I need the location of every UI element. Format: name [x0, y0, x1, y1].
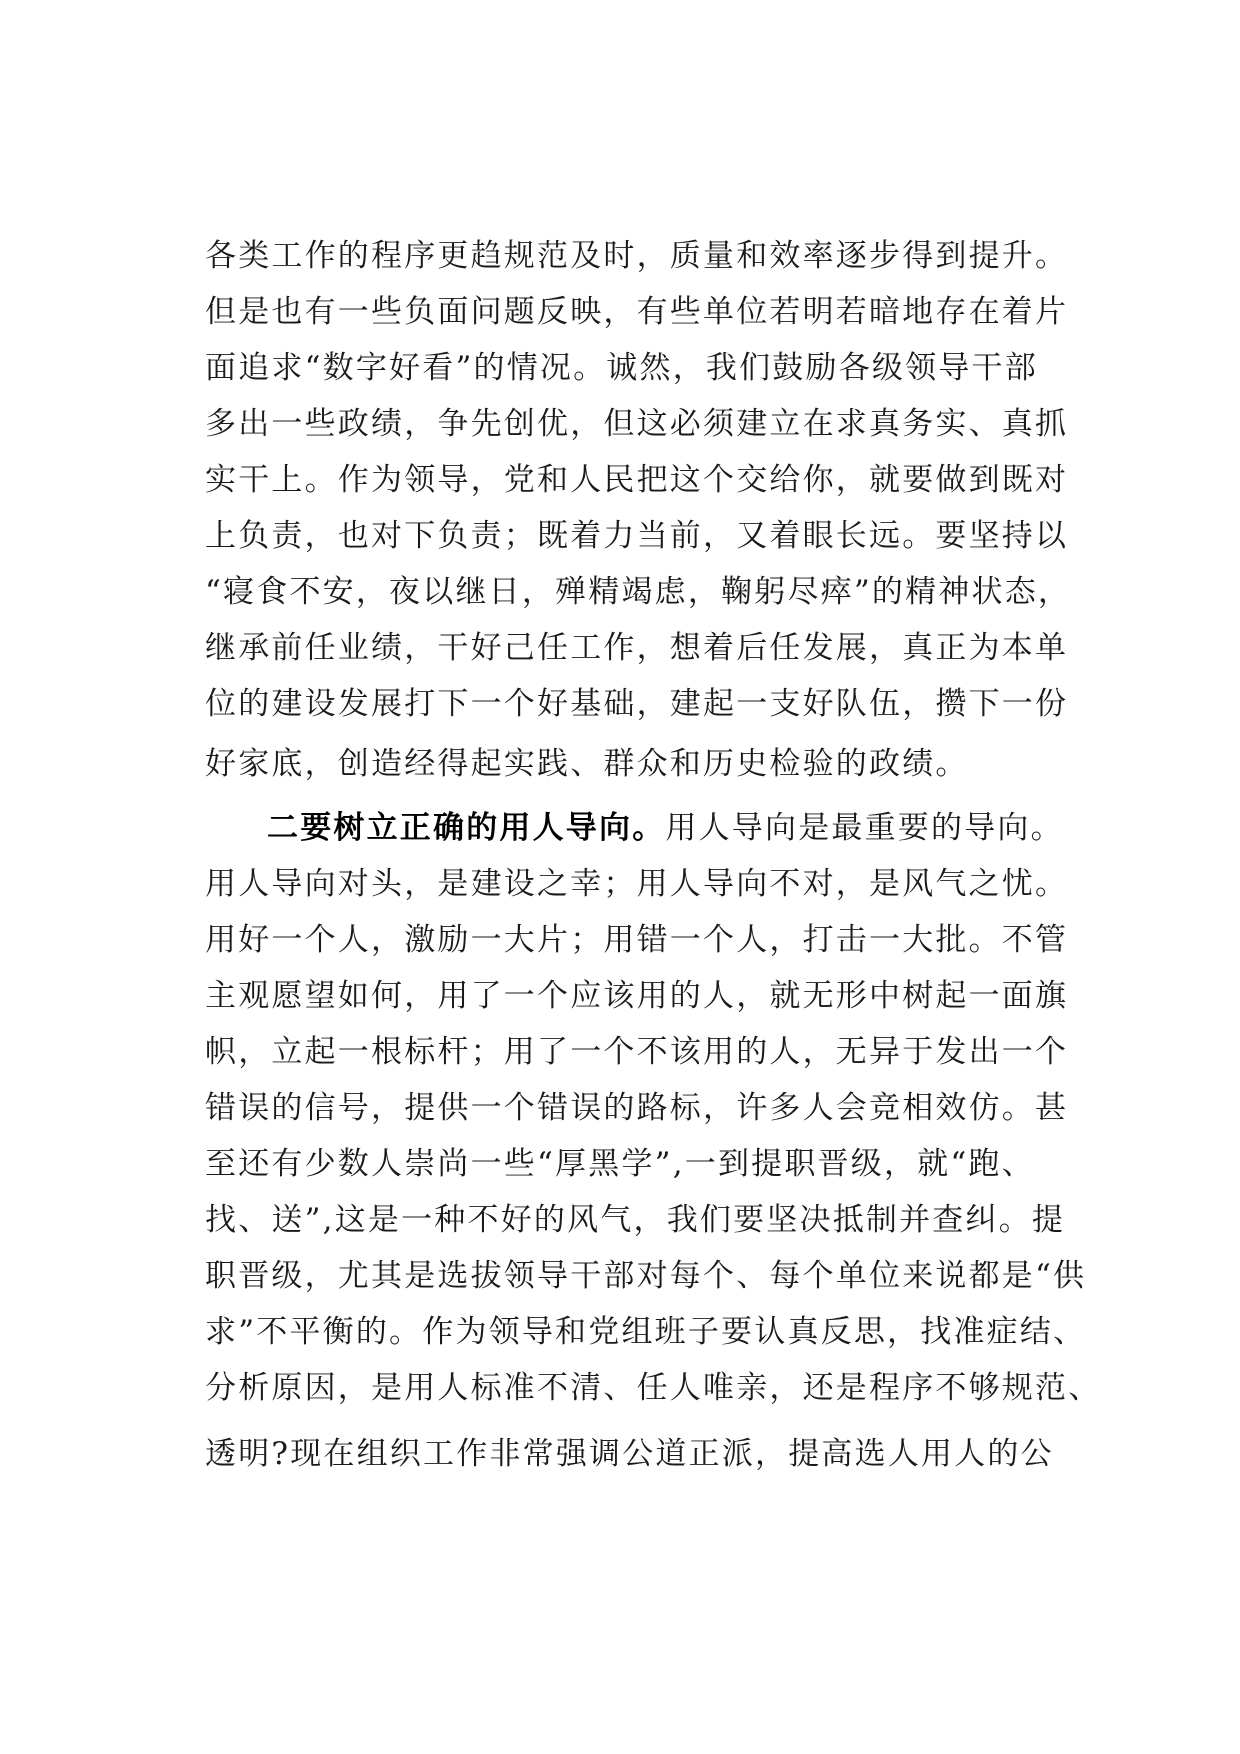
text-line: 分析原因，是用人标准不清、任人唯亲，还是程序不够规范、 [205, 1370, 1102, 1406]
paragraph-2-first-line [205, 800, 1065, 856]
text-line: 上负责，也对下负责；既着力当前，又着眼长远。要坚持以 [205, 518, 1069, 554]
paragraph-2 [205, 800, 1102, 1482]
text-line: 找、送”,这是一种不好的风气，我们要坚决抵制并查纠。提 [205, 1202, 1066, 1238]
text-line: 帜，立起一根标杆；用了一个不该用的人，无异于发出一个 [205, 1034, 1069, 1070]
text-line: 用好一个人，激励一大片；用错一个人，打击一大批。不管 [205, 922, 1069, 958]
text-line: “寝食不安，夜以继日，殚精竭虑，鞠躬尽瘁”的精神状态， [205, 574, 1072, 610]
text-line: 主观愿望如何，用了一个应该用的人，就无形中树起一面旗 [205, 978, 1069, 1014]
text-line: 面追求“数字好看”的情况。诚然，我们鼓励各级领导干部 [205, 350, 1038, 386]
text-line: 至还有少数人崇尚一些“厚黑学”,一到提职晋级，就“跑、 [205, 1146, 1035, 1182]
section-heading: 二要树立正确的用人导向。 [267, 810, 666, 846]
text-line: 各类工作的程序更趋规范及时，质量和效率逐步得到提升。 [205, 238, 1069, 274]
text-line: 用人导向对头，是建设之幸；用人导向不对，是风气之忧。 [205, 866, 1069, 902]
text-line: 实干上。作为领导，党和人民把这个交给你，就要做到既对 [205, 462, 1069, 498]
text-line: 多出一些政绩，争先创优，但这必须建立在求真务实、真抓 [205, 406, 1069, 442]
text-line: 错误的信号，提供一个错误的路标，许多人会竞相效仿。甚 [205, 1090, 1069, 1126]
text-line: 位的建设发展打下一个好基础，建起一支好队伍，攒下一份 [205, 686, 1069, 722]
text-line-rest: 用人导向是最重要的导向。 [665, 810, 1064, 846]
text-line: 继承前任业绩，干好己任工作，想着后任发展，真正为本单 [205, 630, 1069, 666]
text-line: 但是也有一些负面问题反映，有些单位若明若暗地存在着片 [205, 294, 1069, 330]
text-line: 求”不平衡的。作为领导和党组班子要认真反思，找准症结、 [205, 1314, 1087, 1350]
document-body [205, 228, 1102, 1482]
text-line: 职晋级，尤其是选拔领导干部对每个、每个单位来说都是“供 [205, 1258, 1087, 1294]
text-line: 好家底，创造经得起实践、群众和历史检验的政绩。 [205, 746, 969, 782]
paragraph-1 [205, 228, 1072, 792]
text-line: 透明?现在组织工作非常强调公道正派，提高选人用人的公 [205, 1436, 1054, 1472]
